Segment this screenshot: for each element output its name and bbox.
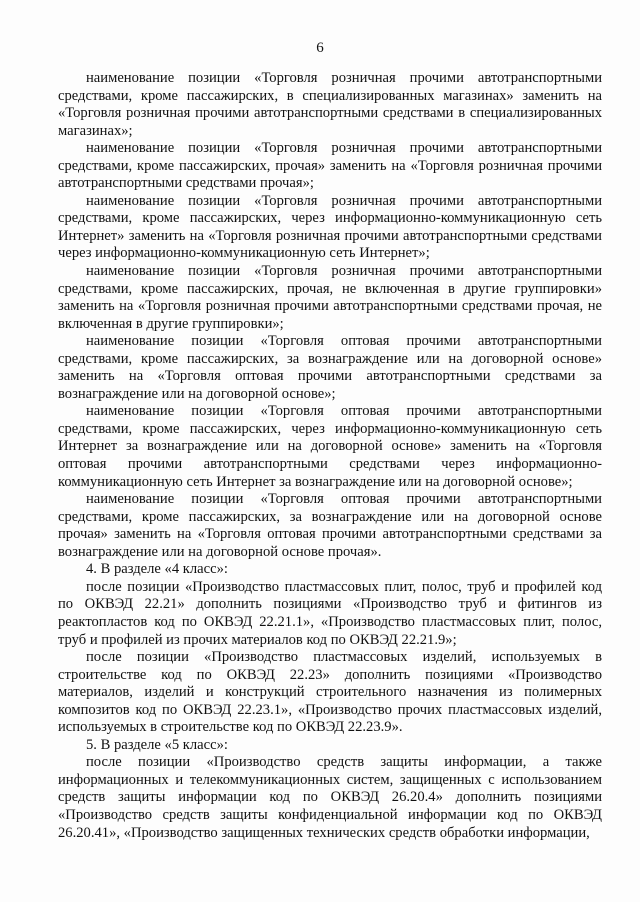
paragraph-amendment: наименование позиции «Торговля розничная прочими автотранспортными средствами, кроме пассажирских, прочая» заменить на «Торговля розничная прочими автотранспортными средствами прочая»; (58, 140, 602, 192)
section-heading: 5. В разделе «5 класс»: (86, 736, 228, 753)
paragraph-amendment: наименование позиции «Торговля оптовая прочими автотранспортными средствами, кроме пассажирских, за вознаграждение или на договорной основе» заменить на «Торговля оптовая прочими автотранспортными средствами за вознаграждение или на договорной основе»; (58, 333, 602, 402)
paragraph-amendment: наименование позиции «Торговля розничная прочими автотранспортными средствами, кроме пассажирских, прочая, не включенная в другие группировки» заменить на «Торговля розничная прочими автотранспортными средствами прочая, не включенная в другие группировки»; (58, 263, 602, 332)
paragraph-amendment: после позиции «Производство пластмассовых изделий, используемых в строительстве код по ОКВЭД 22.23» дополнить позициями «Производство материалов, изделий и конструкций строительного назначения из полимерных композитов код по ОКВЭД 22.23.1», «Производство прочих пластмассовых изделий, используемых в строительстве код по ОКВЭД 22.23.9». (58, 649, 602, 736)
document-body (58, 70, 602, 842)
paragraph-amendment: наименование позиции «Торговля розничная прочими автотранспортными средствами, кроме пассажирских, через информационно-коммуникационную сеть Интернет» заменить на «Торговля розничная прочими автотранспортными средствами через информационно-коммуникационную сеть Интернет»; (58, 192, 602, 262)
paragraph-amendment: после позиции «Производство средств защиты информации, а также информационных и телекоммуникационных систем, защищенных с использованием средств защиты информации код по ОКВЭД 26.20.4» дополнить позициями «Производство средств защиты конфиденциальной информации код по ОКВЭД 26.20.41», «Производство защищенных технических средств обработки информации, (58, 754, 602, 841)
paragraph-amendment: после позиции «Производство пластмассовых плит, полос, труб и профилей код по ОКВЭД 22.21» дополнить позициями «Производство труб и фитингов из реактопластов код по ОКВЭД 22.21.1», «Производство пластмассовых плит, полос, труб и профилей из прочих материалов код по ОКВЭД 22.21.9»; (58, 578, 602, 648)
paragraph-amendment: наименование позиции «Торговля оптовая прочими автотранспортными средствами, кроме пассажирских, за вознаграждение или на договорной основе прочая» заменить на «Торговля оптовая прочими автотранспортными средствами за вознаграждение или на договорной основе прочая». (58, 491, 602, 560)
section-heading: 4. В разделе «4 класс»: (86, 561, 228, 578)
paragraph-amendment: наименование позиции «Торговля оптовая прочими автотранспортными средствами, кроме пассажирских, через информационно-коммуникационную сеть Интернет за вознаграждение или на договорной основе» заменить на «Торговля оптовая прочими автотранспортными средствами через информационно-коммуникационную сеть Интернет за вознаграждение или на договорной основе»; (58, 403, 602, 490)
page-number: 6 (316, 40, 324, 56)
paragraph-amendment: наименование позиции «Торговля розничная прочими автотранспортными средствами, кроме пассажирских, в специализированных магазинах» заменить на «Торговля розничная прочими автотранспортными средствами в специализированных магазинах»; (58, 70, 602, 139)
